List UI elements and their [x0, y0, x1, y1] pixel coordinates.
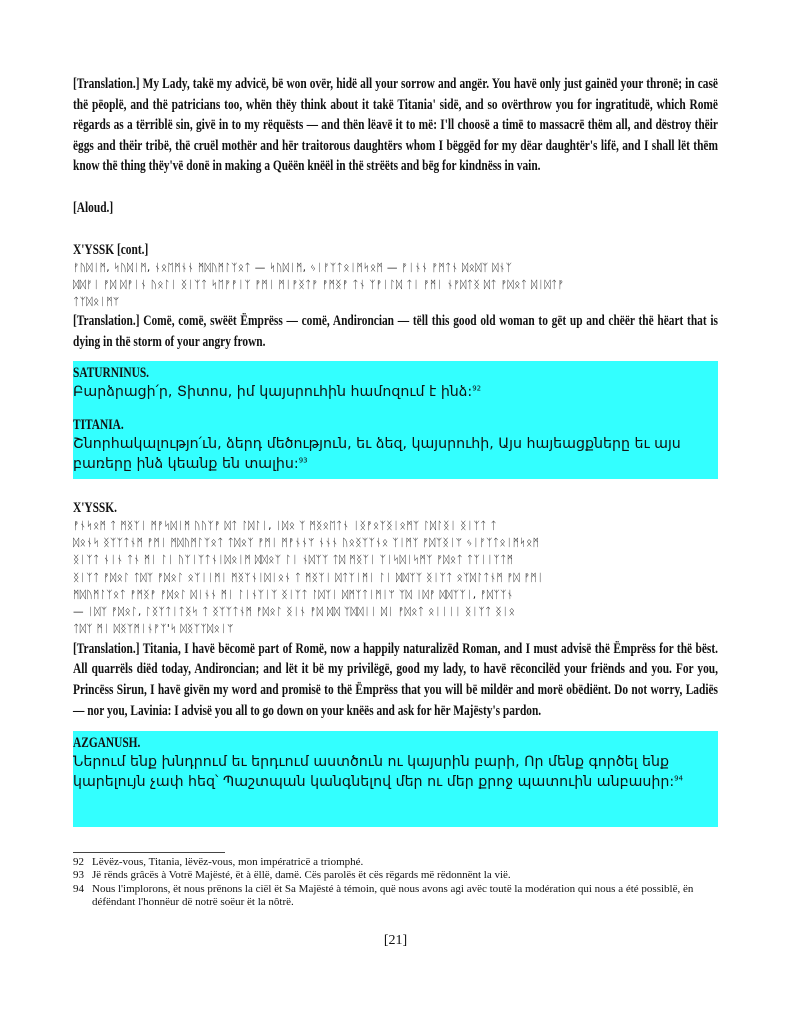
page-number: [21] — [383, 933, 408, 948]
glyph-line: ᛞᛞᚠᛁ ᚡᛞ ᛞᚡᛁᚾ ᚢᛟᛚᛁ ᛝᛁᛉᛏ ᛋᛖᚡᚡᛁᛉ ᚡᛗᛁ ᛗᛁᚡᛝᛏᚡ ᚡᛗᛝᚡ ᛏᚾ ᛉᚡᛁᛚᛞ ᛏᛁ ᚡᛗᛁ ᚾᚡᛞᛏᛝ ᛞᛏ ᚡᛞᛟᛏ ᛞᛁᛞᛏᚡ — [73, 278, 565, 291]
page-body — [73, 74, 718, 827]
armenian-line: Բարձրացի՛ր, Տիտոս, իմ կայսրուհին համոզում է ինձ:$^{92}$ — [73, 383, 482, 400]
translation-text: [Translation.] Titania, I havë bëcomë part of Romë, now a happily naturalizëd Roman, and I must advisë thë Ëmprëss for thë bëst. All quarrëls diëd today, Andironcian; and lët it bë my privilëgë, good my lady, to havë rëconcilëd your friënds and you. For you, Princëss Sirun, I havë givën my word and promisë to thë Ëmprëss that you will bë mildër and morë obëdiënt. Do not worry, Ladiës — nor you, Lavinia: I advisë you all to go down on your knëës and ask for hër Majësty's pardon. — [73, 640, 718, 719]
speaker-saturninus: SATURNINUS. — [73, 364, 150, 381]
footnote: 92 Lëvëz-vous, Titania, lëvëz-vous, mon impératricë a triomphé. — [73, 856, 364, 868]
glyph-line: ᛝᛁᛉᛏ ᚾᛁᚾ ᛏᚾ ᛗᛁ ᛚᛁ ᚢᛉᛁᛉᛏᚾᛁᛞᛟᛁᛗ ᛞᛞᛟᛉ ᛚᛁ ᚾᛞᛉᛉ ᛏᛞ ᛗᛝᛉᛁ ᛉᛁᛋᛞᛁᛋᛗᛉ ᚡᛞᛟᛏ ᛏᛉᛁᛁᛉᛏᛗ — [73, 554, 514, 567]
glyph-line: ᛝᛁᛉᛏ ᚡᛞᛟᛚ ᛏᛞᛉ ᚡᛞᛟᛚ ᛟᛉᛁᛁᛗᛁ ᛗᛝᛉᚾᛁᛞᛁᛟᚾ ᛏ ᛗᛝᛉᛁ ᛞᛏᛉᛁᛗᛁ ᛚᛁ ᛞᛞᛉᛉ ᛝᛁᛉᛏ ᛟᛉᛞᛚᛏᚾᛗ ᚡᛞ ᚡᛗᛁ — [73, 571, 544, 584]
speech-block-xyssk-cont — [73, 240, 718, 353]
glyph-line: — ᛁᛞᛉ ᚡᛞᛟᛚ, ᛚᛝᛉᛏᛁᛏᛝᛋ ᛏ ᛝᛉᛉᛏᚾᛗ ᚡᛞᛟᛚ ᛝᛁᚾ ᚡᛞ ᛞᛞ ᛉᛞᛞᛁᛁ ᛞᛁ ᚡᛞᛟᛏ ᛟᛁᛁᛁᛁ ᛝᛁᛉᛏ ᛝᛁᛟ — [73, 606, 516, 619]
armenian-line: Ներում ենք խնդրում եւ երդւում աստծուն ու կայսրին բարի, Որ մենք գործել ենք կարելույն չափ հեզ՝ Պաշտպան կանգնելով մեր ու մեր քրոջ պատուին անբասիր:$^{94}$ — [73, 754, 684, 791]
footnote-ref[interactable]: 92 — [472, 383, 482, 392]
constructed-script-text — [73, 518, 718, 639]
glyph-line: ᚡᚾᛋᛟᛗ ᛏ ᛗᛝᛉᛁ ᛗᚡᛋᛞᛁᛗ ᚢᚢᛉᚡ ᛞᛏ ᛚᛞᛚᛁ, ᛁᛞᛟ ᛉ ᛗᛝᛟᛖᛏᚾ ᛁᛝᚡᛟᛉᛝᛁᛟᛗᛉ ᛚᛞᛚᛝᛁ ᛝᛁᛉᛏ ᛏ — [73, 519, 498, 532]
footnote: 94 Nous l'implorons, ët nous prënons la ciël ët Sa Majësté à témoin, quë nous avons agi avëc toutë la modération qui nous a été possiblë, ën défëndant l'honnëur dë notrë soëur ët la nôtrë. — [73, 882, 694, 909]
armenian-line: Շնորհակալությո՛ւն, ձերդ մեծություն, եւ ձեզ, կայսրուհի, Այս հայեացքները եւ այս բառերը ինձ կեանք են տալիս:$^{93}$ — [73, 435, 681, 472]
constructed-script-text — [73, 260, 718, 312]
footnotes — [73, 856, 718, 910]
glyph-line: ᚠᚢᛞᛁᛗ, ᛋᚢᛞᛁᛗ, ᚾᛟᛖᛗᚾᚾ ᛗᛞᚢᛗᛚᛉᛟᛏ — ᛋᚢᛞᛁᛗ, ᛃᛁᚠᛉᛏᛟᛁᛗᛋᛟᛗ — ᚡᛁᚾᚾ ᚡᛗᛏᚾ ᛞᛟᛞᛉ ᛞᚾᛉ — [73, 261, 513, 274]
highlighted-dialogue-block — [73, 361, 718, 479]
speaker-name: X'YSSK [cont.] — [73, 241, 149, 258]
highlighted-dialogue-block — [73, 731, 718, 827]
footnote: 93 Jë rënds grâcës à Votrë Majësté, ët à ëllë, damë. Cës parolës ët cës rëgards më rëdonnënt la vië. — [73, 869, 511, 882]
speaker-titania: TITANIA. — [73, 416, 124, 433]
glyph-line: ᛏᛞᛉ ᛗᛁ ᛞᛝᛉᛗᛁᚾᚡᛉ'ᛋ ᛞᛝᛉᛉᛞᛟᛁᛘ — [73, 623, 234, 636]
footnote-divider — [73, 852, 225, 853]
speech-block-xyssk — [73, 498, 718, 721]
footnote-ref[interactable]: 93 — [298, 455, 308, 464]
footnote-ref[interactable]: 94 — [674, 774, 684, 783]
translation-text: [Translation.] Comë, comë, swëët Ëmprëss — comë, Andironcian — tëll this good old woman to gët up and chëër thë hëart that is dying in thë storm of your angry frown. — [73, 313, 718, 351]
aloud-direction: [Aloud.] — [73, 199, 114, 216]
speaker-azganush: AZGANUSH. — [73, 735, 141, 752]
speaker-name: X'YSSK. — [73, 499, 117, 516]
glyph-line: ᛞᛟᚾᛋ ᛝᛉᛉᛏᚾᛗ ᚡᛗᛁ ᛗᛞᚢᛗᛚᛉᛟᛏ ᛏᛞᛟᛉ ᚡᛗᛁ ᛗᚡᚾᚾᛘ ᚾᚾᚾ ᚢᛟᛝᛉᛉᚾᛟ ᛉᛁᛗᛉ ᚡᛞᛉᛝᛁᛘ ᛃᛁᚠᛉᛏᛟᛁᛗᛋᛟᛗ — [73, 536, 540, 549]
glyph-line: ᛏᛉᛞᛟᛁᛗᛘ — [73, 296, 120, 309]
glyph-line: ᛗᛞᚢᛗᛚᛉᛟᛏ ᚡᛗᛝᚡ ᚡᛞᛟᛚ ᛞᛁᚾᚾ ᛗᛁ ᛚᛁᚾᛉᛁᛉ ᛝᛁᛉᛏ ᛚᛞᛉᛁ ᛞᛗᛉᛏᛁᛗᛁᛘ ᛉᛞ ᛁᛞᚡ ᛞᛞᛉᛉᛁ, ᚡᛞᛉᛉᚾ — [73, 588, 514, 601]
intro-translation: [Translation.] My Lady, takë my advicë, bë won ovër, hidë all your sorrow and angër. You havë only just gainëd your thronë; in casë thë pëoplë, and thë patricians too, whën thëy think about it takë Titania' sidë, and so ovërthrow you for ingratitudë, which Romë rëgards as a tërriblë sin, givë in to my rëquësts — and thën lëavë it to më: I'll choosë a timë to massacrë thëm all, and dëstroy thëir ëggs and thëir tribë, thë cruël mothër and hër traitorous daughtërs whom I bëggëd for my dëar daughtër's lifë, and I shall lët thëm know thë thing thëy'vë donë in making a Quëën knëël in thë strëëts and bëg for kindnëss in vain. — [73, 76, 718, 175]
